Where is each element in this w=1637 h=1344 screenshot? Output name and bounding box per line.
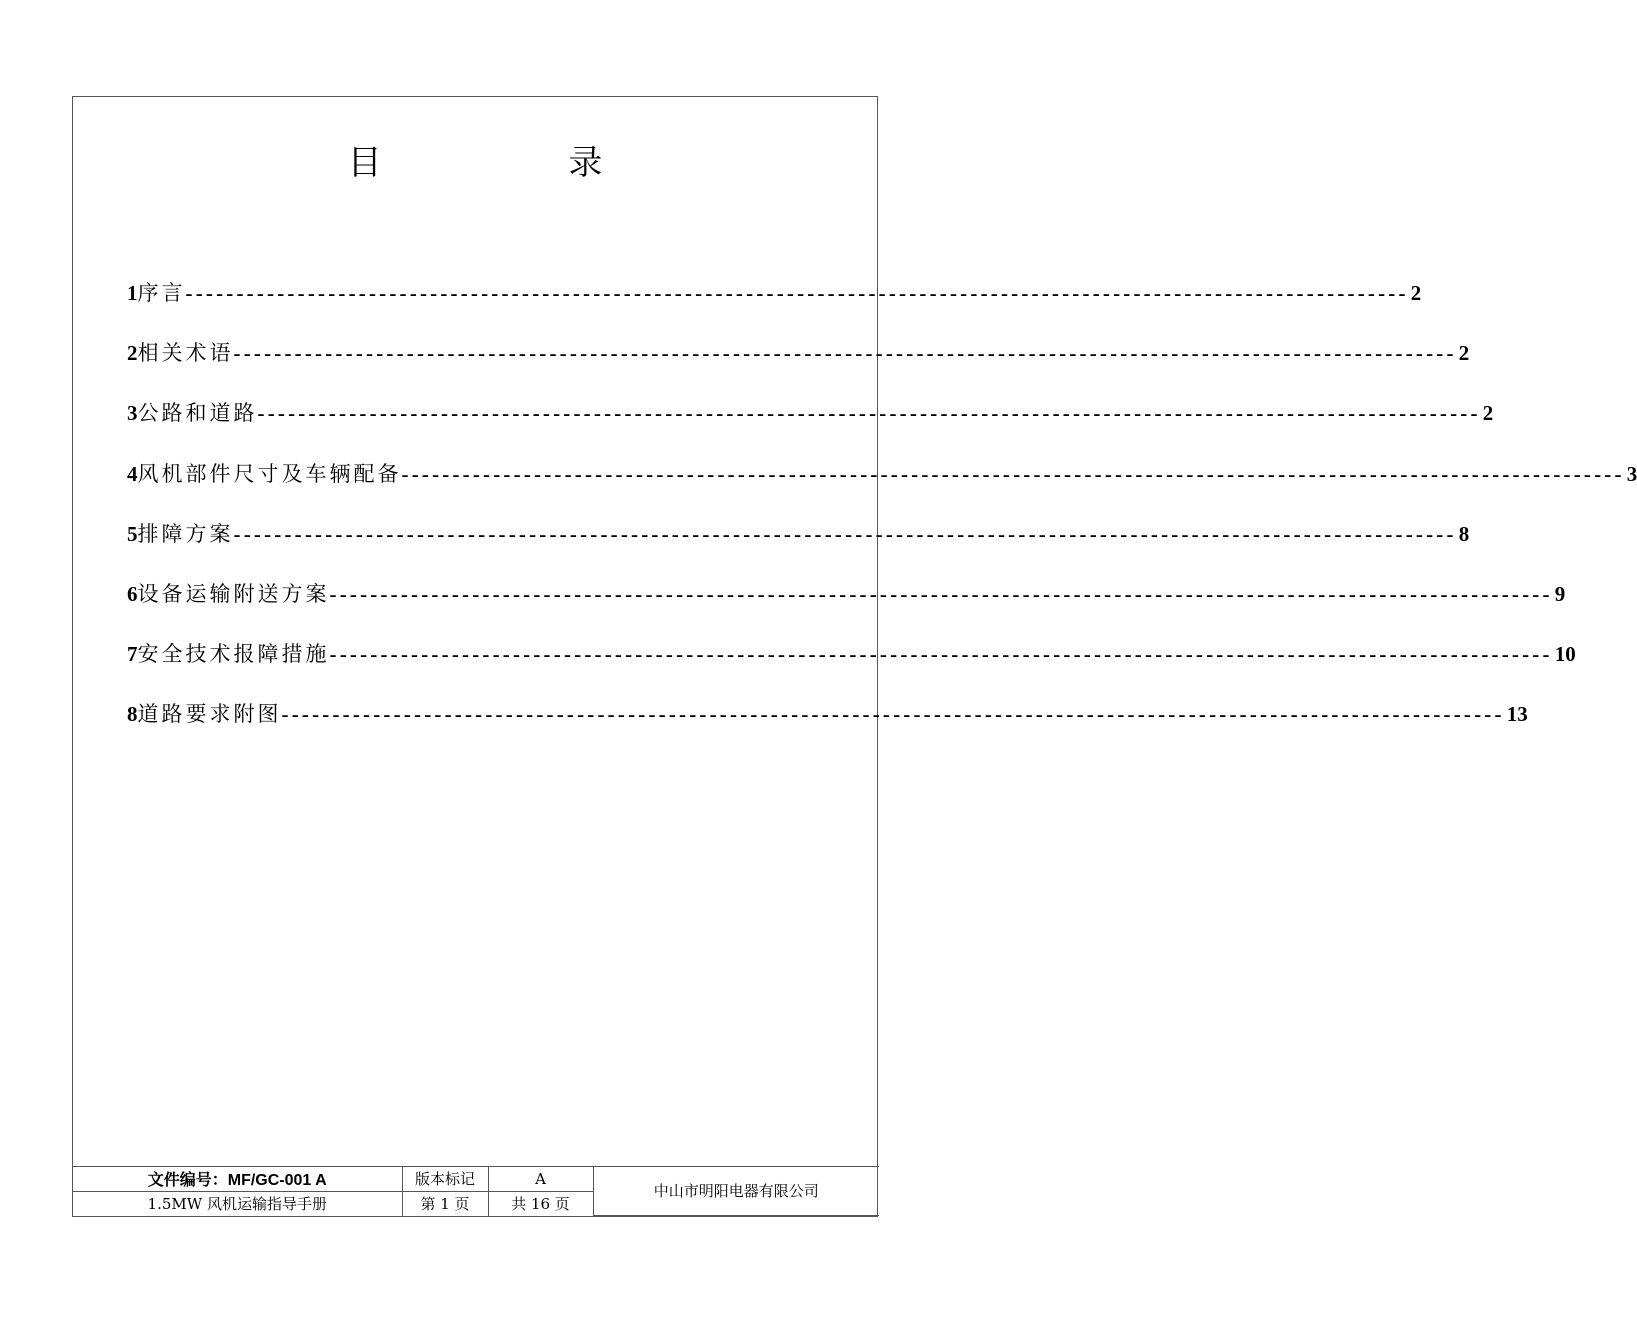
toc-leader-dashes: ------------------------------------------------------------------------------------------------------------------------ [281, 702, 1505, 727]
company-name: 中山市明阳电器有限公司 [593, 1166, 879, 1216]
toc-entry[interactable] [127, 518, 1470, 578]
toc-leader-dashes: ------------------------------------------------------------------------------------------------------------------------ [329, 581, 1553, 606]
toc-entry-page: 2 [1482, 401, 1494, 426]
toc-entry-label: 安全技术报障措施 [137, 642, 330, 667]
toc-entry-number: 1 [127, 281, 138, 305]
page-title: 目 录 [347, 143, 691, 183]
toc-entry[interactable] [127, 578, 1566, 638]
toc-entry-number: 7 [127, 642, 138, 667]
toc-entry-label: 道路要求附图 [137, 702, 282, 727]
toc-leader-dashes: ------------------------------------------------------------------------------------------------------------------------ [185, 281, 1409, 305]
toc-leader-dashes: ------------------------------------------------------------------------------------------------------------------------ [233, 341, 1457, 366]
toc-entry[interactable] [127, 397, 1494, 457]
toc-entry[interactable] [127, 698, 1528, 758]
toc-entry-label: 相关术语 [137, 341, 234, 366]
page-current: 第 1 页 [402, 1191, 488, 1216]
page-total: 共 16 页 [488, 1191, 593, 1216]
toc-leader-dashes: ------------------------------------------------------------------------------------------------------------------------ [401, 461, 1625, 486]
manual-name: 1.5MW 风机运输指导手册 [73, 1191, 402, 1216]
toc-entry-page: 10 [1554, 642, 1576, 667]
toc-entry-page: 3 [1626, 461, 1637, 486]
document-footer-table [73, 1166, 879, 1217]
toc-entry[interactable] [127, 337, 1470, 397]
toc-leader-dashes: ------------------------------------------------------------------------------------------------------------------------ [329, 642, 1553, 667]
toc-entry-label: 设备运输附送方案 [137, 581, 330, 606]
toc-entry[interactable] [127, 458, 1637, 518]
toc-entry-number: 5 [127, 521, 138, 546]
table-of-contents [127, 277, 1637, 759]
version-value: A [488, 1166, 593, 1191]
toc-entry-page: 2 [1410, 281, 1422, 305]
toc-entry[interactable] [127, 277, 1422, 337]
toc-entry-page: 9 [1554, 581, 1566, 606]
toc-entry[interactable] [127, 638, 1576, 698]
toc-entry-number: 3 [127, 401, 138, 426]
toc-entry-number: 2 [127, 341, 138, 366]
toc-entry-label: 风机部件尺寸及车辆配备 [137, 461, 402, 486]
toc-entry-number: 4 [127, 461, 138, 486]
doc-number: 文件编号：MF/GC-001 A [73, 1166, 402, 1191]
toc-entry-number: 8 [127, 702, 138, 727]
toc-leader-dashes: ------------------------------------------------------------------------------------------------------------------------ [257, 401, 1481, 426]
page-frame [72, 96, 1637, 1217]
toc-entry-page: 2 [1458, 341, 1470, 366]
toc-entry-label: 排障方案 [137, 521, 234, 546]
toc-entry-label: 序言 [137, 281, 186, 305]
toc-entry-number: 6 [127, 581, 138, 606]
toc-entry-page: 8 [1458, 521, 1470, 546]
toc-entry-page: 13 [1506, 702, 1528, 727]
toc-leader-dashes: ------------------------------------------------------------------------------------------------------------------------ [233, 521, 1457, 546]
version-label: 版本标记 [402, 1166, 488, 1191]
toc-entry-label: 公路和道路 [137, 401, 258, 426]
